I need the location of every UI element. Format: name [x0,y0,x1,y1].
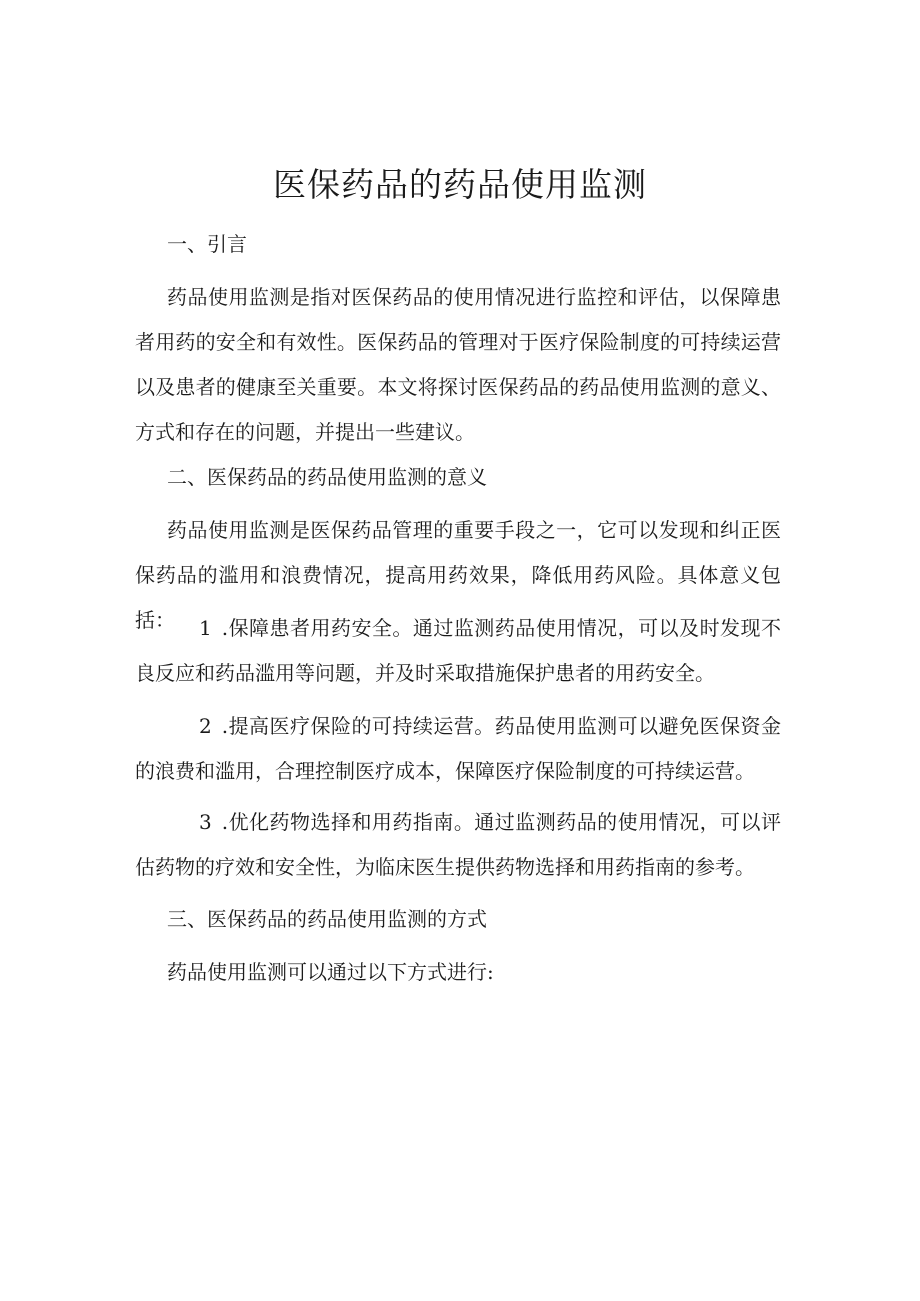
list-item [135,800,781,890]
list-item-text: .优化药物选择和用药指南。通过监测药品的使用情况，可以评估药物的疗效和安全性，为临床医生提供药物选择和用药指南的参考。 [135,810,781,879]
list-item-number: 3 [199,810,212,834]
introduction-paragraph: 药品使用监测是指对医保药品的使用情况进行监控和评估，以保障患者用药的安全和有效性。医保药品的管理对于医疗保险制度的可持续运营以及患者的健康至关重要。本文将探讨医保药品的药品使用监测的意义、方式和存在的问题，并提出一些建议。 [135,285,781,444]
list-item-number: 2 [199,714,212,738]
section-heading-introduction: 一、引言 [167,232,247,256]
list-item [135,606,781,696]
section-heading-significance: 二、医保药品的药品使用监测的意义 [167,465,487,489]
list-item [135,704,781,794]
section-heading-methods: 三、医保药品的药品使用监测的方式 [167,907,487,931]
document-title: 医保药品的药品使用监测 [273,165,647,204]
methods-paragraph: 药品使用监测可以通过以下方式进行: [167,960,494,984]
list-item-text: .保障患者用药安全。通过监测药品使用情况，可以及时发现不良反应和药品滥用等问题，并及时采取措施保护患者的用药安全。 [135,616,781,685]
list-item-text: .提高医疗保险的可持续运营。药品使用监测可以避免医保资金的浪费和滥用，合理控制医疗成本，保障医疗保险制度的可持续运营。 [135,714,781,783]
significance-paragraph: 药品使用监测是医保药品管理的重要手段之一，它可以发现和纠正医保药品的滥用和浪费情况，提高用药效果，降低用药风险。具体意义包括： [135,518,781,632]
list-item-number: 1 [199,616,212,640]
